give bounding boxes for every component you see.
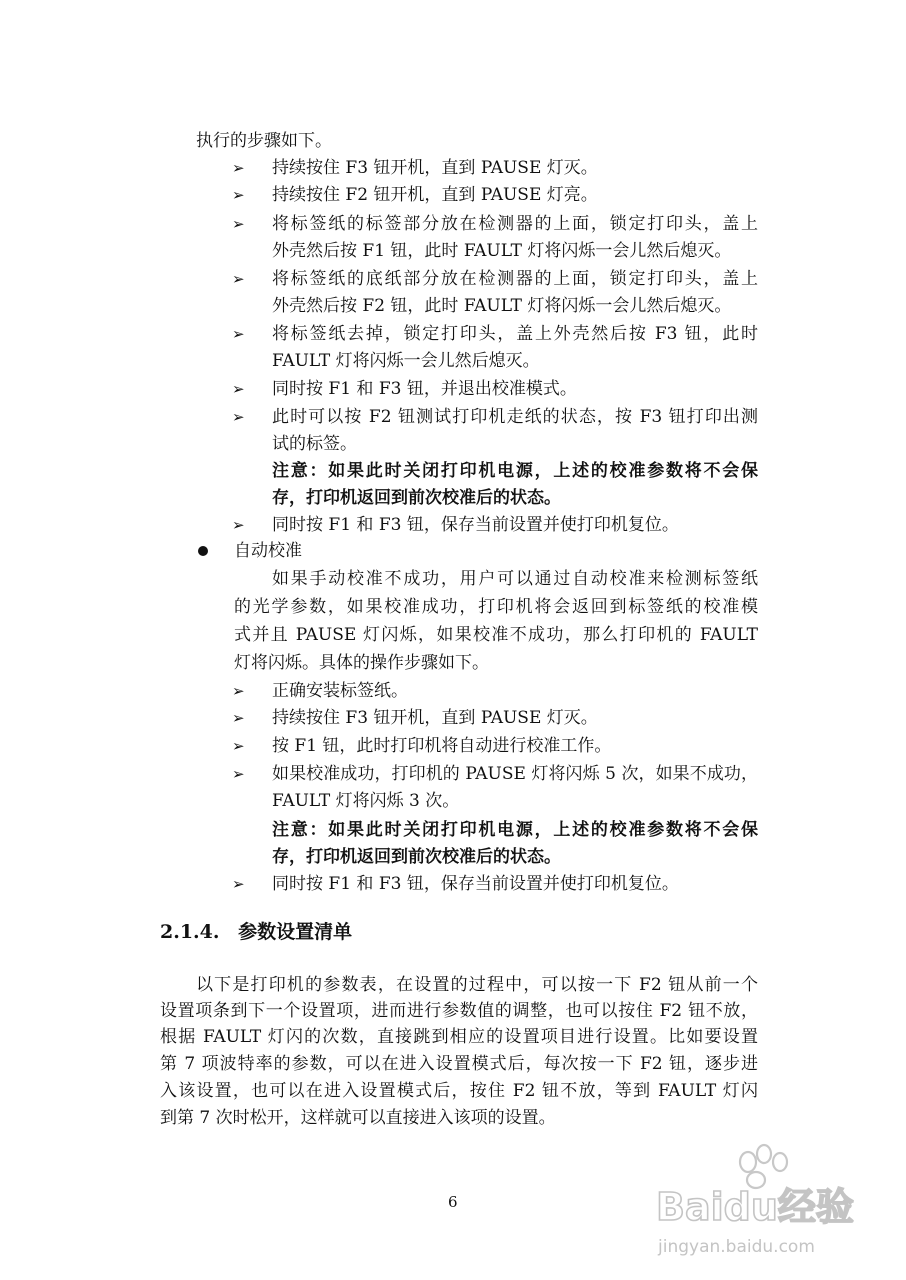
paragraph-line: 的光学参数，如果校准成功，打印机将会返回到标签纸的校准模 [234,597,758,617]
step-text: 正确安装标签纸。 [272,681,408,701]
step-text: 将标签纸的标签部分放在检测器的上面，锁定打印头，盖上 [272,214,758,234]
arrow-bullet-icon: ➢ [232,737,245,755]
paragraph-line: 设置项条到下一个设置项，进而进行参数值的调整，也可以按住 F2 钮不放， [160,1001,758,1021]
paragraph-line: 式并且 PAUSE 灯闪烁，如果校准不成功，那么打印机的 FAULT [234,625,758,645]
paragraph-line: 入该设置，也可以在进入设置模式后，按住 F2 钮不放，等到 FAULT 灯闪 [160,1081,758,1101]
watermark-graphic [650,1140,880,1270]
round-bullet-icon [198,546,208,556]
note-text: 注意：如果此时关闭打印机电源，上述的校准参数将不会保 [272,461,758,481]
step-text: 外壳然后按 F2 钮，此时 FAULT 灯将闪烁一会儿然后熄灭。 [272,296,732,316]
arrow-bullet-icon: ➢ [232,682,245,700]
note-text: 存，打印机返回到前次校准后的状态。 [272,488,561,508]
section-heading [160,918,352,946]
paragraph-line: 以下是打印机的参数表，在设置的过程中，可以按一下 F2 钮从前一个 [196,975,758,995]
paragraph-line: 如果手动校准不成功，用户可以通过自动校准来检测标签纸 [272,569,758,589]
arrow-bullet-icon: ➢ [232,159,245,177]
step-text: 持续按住 F3 钮开机，直到 PAUSE 灯灭。 [272,158,598,178]
step-text: 同时按 F1 和 F3 钮，保存当前设置并使打印机复位。 [272,515,679,535]
step-text: 按 F1 钮，此时打印机将自动进行校准工作。 [272,736,612,756]
arrow-bullet-icon: ➢ [232,215,245,233]
arrow-bullet-icon: ➢ [232,325,245,343]
baidu-jingyan-watermark [650,1140,880,1270]
step-text: 外壳然后按 F1 钮，此时 FAULT 灯将闪烁一会儿然后熄灭。 [272,241,732,261]
note-text: 注意：如果此时关闭打印机电源，上述的校准参数将不会保 [272,820,758,840]
note-text: 存，打印机返回到前次校准后的状态。 [272,847,561,867]
paw-icon [740,1145,787,1188]
paragraph-line: 根据 FAULT 灯闪的次数，直接跳到相应的设置项目进行设置。比如要设置 [160,1027,758,1047]
step-text: 将标签纸去掉，锁定打印头，盖上外壳然后按 F3 钮，此时 [272,324,758,344]
step-text: 试的标签。 [272,434,357,454]
arrow-bullet-icon: ➢ [232,516,245,534]
step-text: FAULT 灯将闪烁一会儿然后熄灭。 [272,351,540,371]
paragraph-line: 灯将闪烁。具体的操作步骤如下。 [234,653,489,673]
section-title: 参数设置清单 [238,921,353,943]
arrow-bullet-icon: ➢ [232,709,245,727]
arrow-bullet-icon: ➢ [232,765,245,783]
step-text: 同时按 F1 和 F3 钮，并退出校准模式。 [272,379,577,399]
step-text: 此时可以按 F2 钮测试打印机走纸的状态，按 F3 钮打印出测 [272,407,758,427]
watermark-url: jingyan.baidu.com [658,1237,815,1257]
step-text: 将标签纸的底纸部分放在检测器的上面，锁定打印头，盖上 [272,269,758,289]
paragraph-line: 到第 7 次时松开，这样就可以直接进入该项的设置。 [160,1108,556,1128]
arrow-bullet-icon: ➢ [232,408,245,426]
arrow-bullet-icon: ➢ [232,875,245,893]
watermark-brand: Baidu经验 [656,1185,854,1229]
arrow-bullet-icon: ➢ [232,186,245,204]
step-text: 同时按 F1 和 F3 钮，保存当前设置并使打印机复位。 [272,874,679,894]
arrow-bullet-icon: ➢ [232,270,245,288]
arrow-bullet-icon: ➢ [232,380,245,398]
subsection-title: 自动校准 [234,541,302,561]
section-number: 2.1.4. [160,921,220,943]
page-number: 6 [448,1193,458,1211]
step-text: FAULT 灯将闪烁 3 次。 [272,791,460,811]
step-text: 持续按住 F2 钮开机，直到 PAUSE 灯亮。 [272,185,598,205]
step-text: 持续按住 F3 钮开机，直到 PAUSE 灯灭。 [272,708,598,728]
step-text: 如果校准成功，打印机的 PAUSE 灯将闪烁 5 次，如果不成功， [272,764,758,784]
paragraph-line: 第 7 项波特率的参数，可以在进入设置模式后，每次按一下 F2 钮，逐步进 [160,1054,758,1074]
intro-text: 执行的步骤如下。 [196,131,332,151]
